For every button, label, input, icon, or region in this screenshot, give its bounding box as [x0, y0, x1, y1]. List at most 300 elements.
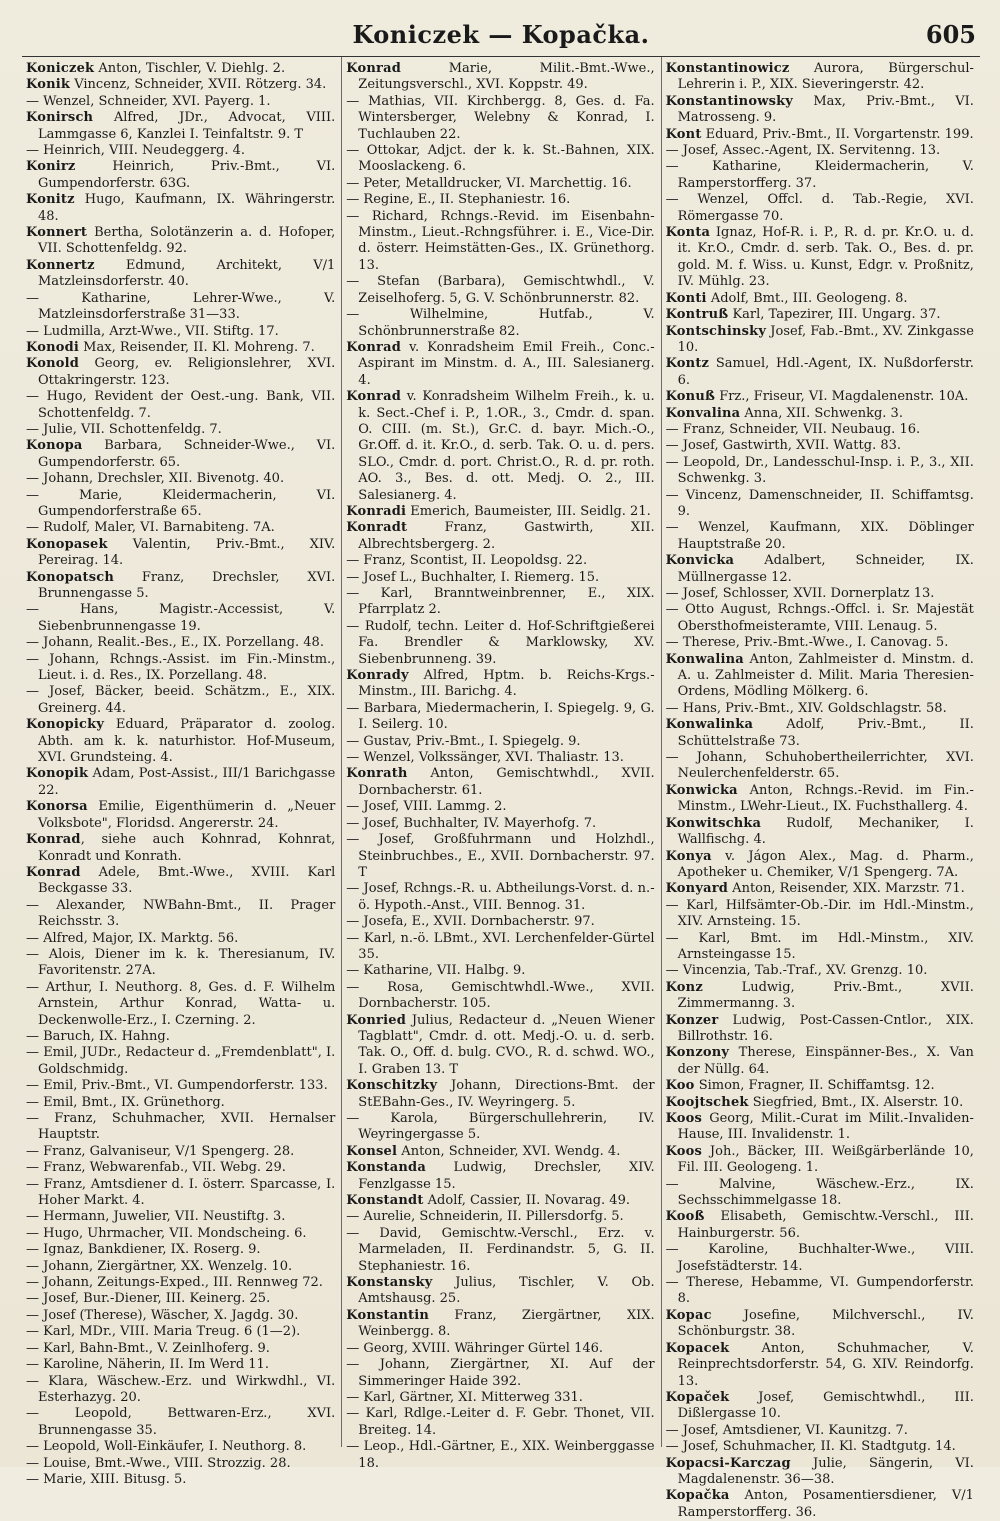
entry-surname: Konradi [346, 503, 407, 519]
entry-surname: Konirz [26, 159, 76, 175]
directory-entry [346, 963, 654, 979]
entry-surname: Koos [665, 1111, 703, 1126]
entry-details: — Josef, Rchngs.-R. u. Abtheilungs-Vorst. d. n.-ö. Hypoth.-Anst., VIII. Bennog. 31. [346, 881, 655, 913]
directory-entry [666, 586, 974, 602]
entry-surname: Konopatsch [26, 569, 115, 585]
entry-details: — Katharine, Lehrer-Wwe., V. Matzleinsdorferstraße 31—33. [26, 290, 336, 323]
entry-surname: Konstanda [346, 1160, 426, 1176]
entry-details: — Johann, Drechsler, XII. Bivenotg. 40. [26, 471, 285, 487]
directory-entry [26, 1029, 335, 1045]
entry-surname: Konzony [665, 1045, 730, 1061]
directory-entry [346, 1209, 654, 1225]
entry-details: — Josef, Assec.-Agent, IX. Servitenng. 13. [665, 143, 941, 159]
entry-surname: Konstansky [346, 1275, 433, 1291]
entry-surname: Konz [665, 979, 703, 995]
entry-details: — Franz, Amtsdiener d. I. österr. Sparcasse, I. Hoher Markt. 4. [26, 1176, 336, 1209]
directory-entry [26, 1472, 335, 1488]
directory-entry [346, 340, 654, 389]
entry-surname: Konstantinowicz [665, 61, 790, 76]
entry-surname: Koo [665, 1078, 695, 1094]
entry-details: — Julie, VII. Schottenfeldg. 7. [26, 421, 222, 437]
entry-details: — Franz, Scontist, II. Leopoldsg. 22. [346, 553, 588, 569]
entry-details: — Rudolf, Maler, VI. Barnabiteng. 7A. [26, 520, 275, 536]
directory-entry [666, 750, 974, 783]
entry-details: — Josef L., Buchhalter, I. Riemerg. 15. [346, 569, 600, 585]
directory-entry [26, 980, 335, 1029]
directory-entry [666, 291, 974, 307]
entry-details: — Josefa, E., XVII. Dornbacherstr. 97. [346, 914, 595, 930]
page-title: Koniczek — Kopačka. [352, 20, 650, 49]
entry-surname: Konrad [26, 864, 81, 880]
directory-entry [26, 652, 335, 685]
entry-surname: Konrad [346, 61, 401, 76]
directory-entry [666, 783, 974, 816]
directory-entry [346, 209, 654, 275]
directory-entry [346, 1357, 654, 1390]
entry-details: — Baruch, IX. Hahng. [26, 1028, 170, 1044]
directory-entry [26, 488, 335, 521]
column-middle [341, 57, 660, 1471]
entry-details: Siegfried, Bmt., IX. Alserstr. 10. [748, 1094, 964, 1110]
directory-entry [346, 1308, 654, 1341]
directory-entry [26, 340, 335, 356]
entry-details: — Therese, Priv.-Bmt.-Wwe., I. Canovag. 5. [665, 635, 949, 651]
directory-entry [26, 1111, 335, 1144]
entry-details: Frz., Friseur, VI. Magdalenenstr. 10A. [715, 389, 969, 405]
directory-entry [666, 1078, 974, 1094]
directory-entry [346, 1111, 654, 1144]
directory-entry [666, 1275, 974, 1308]
entry-details: Josef, Fab.-Bmt., XV. Zinkgasse 10. [677, 323, 974, 355]
directory-entry [346, 1275, 654, 1308]
entry-details: — Josef, Schlosser, XVII. Dornerplatz 13. [665, 586, 935, 601]
entry-details: — Gustav, Priv.-Bmt., I. Spiegelg. 9. [346, 733, 581, 749]
entry-surname: Koniczek [26, 61, 95, 76]
directory-entry [666, 1488, 974, 1521]
entry-details: — Josef, Bäcker, beeid. Schätzm., E., XIX. Greinerg. 44. [26, 684, 336, 716]
directory-entry [26, 471, 335, 487]
directory-entry [26, 1144, 335, 1160]
entry-surname: Konradt [346, 520, 408, 536]
directory-entry [666, 717, 974, 750]
directory-entry [26, 1095, 335, 1111]
entry-surname: Konstantin [346, 1307, 430, 1323]
entry-details: — Josef, VIII. Lammg. 2. [346, 799, 507, 815]
entry-surname: Konya [665, 848, 712, 864]
entry-details: Anton, Gemischtwhdl., XVII. Dornbacherstr. 61. [358, 766, 655, 798]
entry-surname: Koojtschek [665, 1094, 749, 1110]
entry-surname: Konried [346, 1012, 406, 1028]
column-right [661, 57, 980, 1520]
directory-entry [666, 1095, 974, 1111]
entry-details: — Aurelie, Schneiderin, II. Pillersdorfg. 5. [346, 1209, 624, 1225]
directory-entry [666, 1308, 974, 1341]
directory-entry [26, 143, 335, 159]
directory-entry [26, 389, 335, 422]
entry-details: — Wenzel, Schneider, XVI. Payerg. 1. [26, 93, 271, 109]
entry-surname: Konwicka [665, 782, 738, 798]
entry-details: — Karoline, Buchhalter-Wwe., VIII. Josefstädterstr. 14. [665, 1242, 974, 1274]
entry-surname: Konwalinka [665, 717, 754, 733]
directory-entry [26, 438, 335, 471]
entry-details: — Georg, XVIII. Währinger Gürtel 146. [346, 1340, 604, 1356]
entry-details: Anton, Schneider, XVI. Wendg. 4. [397, 1143, 621, 1159]
entry-details: — Regine, E., II. Stephaniestr. 16. [346, 192, 571, 208]
entry-surname: Konta [665, 225, 711, 241]
entry-surname: Konvalina [665, 405, 741, 421]
entry-details: Simon, Fragner, II. Schiffamtsg. 12. [694, 1078, 935, 1094]
entry-surname: Kontruß [665, 307, 729, 323]
entry-details: Alfred, JDr., Advocat, VIII. Lammgasse 6, Kanzlei I. Teinfaltstr. 9. T [38, 110, 336, 142]
directory-entry [26, 898, 335, 931]
directory-entry [26, 324, 335, 340]
entry-details: Elisabeth, Gemischtw.-Verschl., III. Hainburgerstr. 56. [677, 1209, 974, 1241]
entry-details: — Vincenzia, Tab.-Traf., XV. Grenzg. 10. [665, 963, 928, 979]
directory-entry [26, 1242, 335, 1258]
directory-entry [346, 274, 654, 307]
directory-entry [666, 1209, 974, 1242]
directory-entry [666, 307, 974, 323]
entry-surname: Konwalina [665, 651, 744, 667]
entry-details: Josefine, Milchverschl., IV. Schönburgstr. 38. [677, 1307, 974, 1340]
entry-details: — Wenzel, Kaufmann, XIX. Döblinger Hauptstraße 20. [665, 520, 974, 552]
entry-details: — Franz, Schuhmacher, XVII. Hernalser Hauptstr. [26, 1111, 336, 1143]
entry-details: — Karl, Bahn-Bmt., V. Zeinlhoferg. 9. [26, 1340, 270, 1356]
entry-details: — Otto August, Rchngs.-Offcl. i. Sr. Majestät Obersthofmeisteramte, VIII. Lenaug. 5. [665, 602, 974, 634]
directory-entry [346, 1226, 654, 1275]
entry-details: — Leopold, Woll-Einkäufer, I. Neuthorg. 8. [26, 1439, 307, 1455]
entry-surname: Konopicky [26, 717, 105, 733]
directory-entry [26, 1177, 335, 1210]
directory-entry [666, 1144, 974, 1177]
entry-details: — Richard, Rchngs.-Revid. im Eisenbahn-Minstm., Lieut.-Rchngsführer. i. E., Vice-Dir. d. österr. Heimstätten-Ges., IX. Grünethorg. 13. [346, 208, 655, 273]
entry-details: — Wenzel, Offcl. d. Tab.-Regie, XVI. Römergasse 70. [665, 192, 974, 224]
directory-entry [26, 77, 335, 93]
entry-details: — Johann, Ziergärtner, XX. Wenzelg. 10. [26, 1258, 293, 1274]
directory-entry [26, 717, 335, 766]
directory-entry [346, 701, 654, 734]
entry-details: — Marie, Kleidermacherin, VI. Gumpendorferstraße 65. [26, 487, 336, 519]
directory-entry [346, 1341, 654, 1357]
entry-details: — Hans, Priv.-Bmt., XIV. Goldschlagstr. 58. [665, 700, 947, 716]
directory-entry [666, 406, 974, 422]
entry-details: — Therese, Hebamme, VI. Gumpendorferstr. 8. [665, 1275, 974, 1307]
entry-details: — Vincenz, Damenschneider, II. Schiffamtsg. 9. [665, 487, 974, 519]
entry-details: — Franz, Webwarenfab., VII. Webg. 29. [26, 1160, 286, 1176]
directory-columns [22, 57, 980, 1520]
directory-entry [666, 61, 974, 94]
entry-details: — Hermann, Juwelier, VII. Neustiftg. 3. [26, 1209, 286, 1225]
directory-entry [26, 291, 335, 324]
directory-entry [26, 1374, 335, 1407]
entry-details: Vincenz, Schneider, XVII. Rötzerg. 34. [70, 77, 327, 93]
directory-entry [26, 422, 335, 438]
directory-entry [666, 849, 974, 882]
entry-surname: Konik [26, 77, 71, 93]
directory-entry [346, 61, 654, 94]
entry-details: — Mathias, VII. Kirchbergg. 8, Ges. d. Fa. Wintersberger, Welebny & Konrad, I. Tuchlauben 22. [346, 93, 655, 142]
directory-entry [26, 947, 335, 980]
entry-details: — Franz, Galvaniseur, V/1 Spengerg. 28. [26, 1143, 295, 1159]
entry-details: — Alexander, NWBahn-Bmt., II. Prager Reichsstr. 3. [26, 897, 336, 930]
entry-surname: Konyard [665, 881, 729, 897]
entry-details: — Johann, Realit.-Bes., E., IX. Porzellang. 48. [26, 635, 324, 651]
entry-details: Aurora, Bürgerschul-Lehrerin i. P., XIX. Sieveringerstr. 42. [677, 61, 974, 93]
entry-surname: Konrad [346, 389, 401, 405]
directory-entry [346, 881, 654, 914]
directory-entry [666, 1423, 974, 1439]
entry-details: Johann, Directions-Bmt. der StEBahn-Ges., IV. Weyringerg. 5. [358, 1078, 655, 1110]
entry-details: — Josef, Buchhalter, IV. Mayerhofg. 7. [346, 815, 597, 831]
entry-details: — Emil, Bmt., IX. Grünethorg. [26, 1094, 225, 1110]
entry-surname: Koos [665, 1143, 703, 1159]
entry-details: Eduard, Präparator d. zoolog. Abth. am k. k. naturhistor. Hof-Museum, XVI. Grundsteing. 4. [38, 717, 336, 766]
entry-details: — Alois, Diener im k. k. Theresianum, IV. Favoritenstr. 27A. [26, 946, 336, 979]
entry-details: Max, Priv.-Bmt., VI. Matrosseng. 9. [677, 93, 974, 126]
entry-details: — Rosa, Gemischtwhdl.-Wwe., XVII. Dornbacherstr. 105. [346, 979, 655, 1012]
directory-entry [666, 898, 974, 931]
page-header [22, 14, 980, 57]
directory-entry [26, 1259, 335, 1275]
directory-entry [346, 570, 654, 586]
entry-details: — David, Gemischtw.-Verschl., Erz. v. Marmeladen, II. Ferdinandstr. 5, G. II. Stephaniestr. 16. [346, 1225, 655, 1274]
directory-entry [666, 488, 974, 521]
entry-details: — Rudolf, techn. Leiter d. Hof-Schriftgießerei Fa. Brendler & Marklowsky, XV. Siebenbrunneng. 39. [346, 618, 655, 667]
entry-details: — Stefan (Barbara), Gemischtwhdl., V. Zeiselhoferg. 5, G. V. Schönbrunnerstr. 82. [346, 274, 655, 306]
directory-entry [346, 176, 654, 192]
entry-surname: Konirsch [26, 110, 94, 126]
directory-entry [346, 143, 654, 176]
entry-details: — Marie, XIII. Bitusg. 5. [26, 1471, 187, 1487]
entry-details: Karl, Tapezirer, III. Ungarg. 37. [728, 307, 941, 323]
entry-details: Max, Reisender, II. Kl. Mohreng. 7. [79, 339, 315, 355]
directory-entry [26, 537, 335, 570]
entry-surname: Konopa [26, 438, 83, 454]
entry-surname: Kopac [665, 1307, 712, 1323]
entry-details: — Karl, n.-ö. LBmt., XVI. Lerchenfelder-Gürtel 35. [346, 930, 655, 962]
entry-details: — Karl, MDr., VIII. Maria Treug. 6 (1—2). [26, 1324, 301, 1340]
directory-entry [346, 1144, 654, 1160]
entry-details: Adele, Bmt.-Wwe., XVIII. Karl Beckgasse 33. [38, 864, 336, 897]
entry-details: Franz, Ziergärtner, XIX. Weinbergg. 8. [358, 1307, 655, 1340]
directory-entry [666, 455, 974, 488]
entry-details: Samuel, Hdl.-Agent, IX. Nußdorferstr. 6. [677, 356, 974, 388]
entry-details: Emerich, Baumeister, III. Seidlg. 21. [406, 503, 651, 519]
directory-entry [666, 980, 974, 1013]
directory-entry [26, 602, 335, 635]
entry-surname: Konold [26, 356, 80, 372]
entry-surname: Konrady [346, 668, 409, 684]
entry-details: — Barbara, Miedermacherin, I. Spiegelg. 9, G. I. Seilerg. 10. [346, 700, 655, 733]
directory-entry [26, 1308, 335, 1324]
page-number: 605 [925, 20, 976, 49]
directory-entry [26, 225, 335, 258]
directory-entry [26, 1357, 335, 1373]
column-left [22, 57, 341, 1487]
directory-entry [26, 1045, 335, 1078]
directory-entry [666, 127, 974, 143]
directory-entry [26, 1291, 335, 1307]
entry-surname: Konitz [26, 192, 75, 208]
directory-entry [26, 61, 335, 77]
entry-details: — Johann, Schuhobertheilerrichter, XVI. Neulerchenfelderstr. 65. [665, 750, 974, 782]
entry-surname: Kopačka [665, 1488, 730, 1504]
directory-entry [346, 619, 654, 668]
entry-details: Heinrich, Priv.-Bmt., VI. Gumpendorferstr. 63G. [38, 159, 336, 191]
directory-entry [346, 192, 654, 208]
entry-details: Marie, Milit.-Bmt.-Wwe., Zeitungsverschl., XVI. Koppstr. 49. [358, 61, 655, 93]
directory-entry [26, 1341, 335, 1357]
entry-details: — Malvine, Wäschew.-Erz., IX. Sechsschimmelgasse 18. [665, 1176, 974, 1209]
entry-details: — Hugo, Uhrmacher, VII. Mondscheing. 6. [26, 1225, 307, 1241]
directory-entry [666, 159, 974, 192]
entry-surname: Kopacek [665, 1340, 730, 1356]
entry-details: — Wilhelmine, Hutfab., V. Schönbrunnerstraße 82. [346, 307, 655, 339]
entry-details: Julie, Sängerin, VI. Magdalenenstr. 36—38. [677, 1455, 974, 1487]
entry-details: — Josef, Bur.-Diener, III. Keinerg. 25. [26, 1291, 271, 1307]
entry-details: — Heinrich, VIII. Neudeggerg. 4. [26, 143, 246, 159]
entry-details: — Karl, Bmt. im Hdl.-Minstm., XIV. Arnsteingasse 15. [665, 930, 974, 962]
directory-entry [26, 1160, 335, 1176]
entry-details: Alfred, Hptm. b. Reichs-Krgs.-Minstm., III. Barichg. 4. [358, 668, 655, 700]
directory-entry [666, 1439, 974, 1455]
directory-entry [666, 635, 974, 651]
directory-entry [666, 389, 974, 405]
entry-details: Emilie, Eigenthümerin d. „Neuer Volksbote", Floridsd. Angererstr. 24. [38, 799, 336, 831]
entry-surname: Konnertz [26, 257, 95, 273]
entry-details: — Ignaz, Bankdiener, IX. Roserg. 9. [26, 1242, 261, 1258]
directory-entry [346, 668, 654, 701]
entry-details: Hugo, Kaufmann, IX. Währingerstr. 48. [38, 192, 336, 224]
directory-entry [666, 1045, 974, 1078]
directory-entry [666, 1242, 974, 1275]
entry-details: Ludwig, Post-Cassen-Cntlor., XIX. Billrothstr. 16. [677, 1012, 974, 1044]
entry-surname: Kopaček [665, 1389, 730, 1405]
directory-entry [26, 520, 335, 536]
entry-details: — Wenzel, Volkssänger, XVI. Thaliastr. 13. [346, 750, 624, 766]
entry-details: Josef, Gemischtwhdl., III. Dißlergasse 10. [677, 1389, 974, 1422]
entry-details: — Arthur, I. Neuthorg. 8, Ges. d. F. Wilhelm Arnstein, Arthur Konrad, Watta- u. Deckenwolle-Erz., I. Czerning. 2. [26, 979, 336, 1028]
entry-details: — Katharine, VII. Halbg. 9. [346, 963, 526, 979]
entry-details: — Karl, Branntweinbrenner, E., XIX. Pfarrplatz 2. [346, 586, 655, 618]
entry-details: — Franz, Schneider, VII. Neubaug. 16. [665, 421, 921, 437]
entry-details: Therese, Einspänner-Bes., X. Van der Nüllg. 64. [677, 1045, 974, 1077]
entry-surname: Konschitzky [346, 1078, 438, 1094]
entry-details: Anton, Schuhmacher, V. Reinprechtsdorferstr. 54, G. XIV. Reindorfg. 13. [677, 1340, 974, 1389]
entry-details: Ludwig, Drechsler, XIV. Fenzlgasse 15. [358, 1160, 655, 1192]
directory-entry [346, 389, 654, 504]
directory-entry [26, 1456, 335, 1472]
directory-entry [666, 422, 974, 438]
entry-details: — Karl, Hilfsämter-Ob.-Dir. im Hdl.-Minstm., XIV. Arnsteing. 15. [665, 897, 974, 930]
entry-details: Adolf, Cassier, II. Novarag. 49. [423, 1193, 630, 1209]
directory-entry [26, 159, 335, 192]
entry-surname: Konodi [26, 339, 80, 355]
entry-details: — Emil, JUDr., Redacteur d. „Fremdenblatt", I. Goldschmidg. [26, 1045, 336, 1077]
entry-details: — Karl, Rdlge.-Leiter d. F. Gebr. Thonet, VII. Breiteg. 14. [346, 1406, 655, 1438]
directory-entry [26, 1078, 335, 1094]
directory-entry [666, 324, 974, 357]
entry-details: — Josef (Therese), Wäscher, X. Jagdg. 30. [26, 1307, 299, 1323]
entry-details: — Karl, Gärtner, XI. Mitterweg 331. [346, 1389, 583, 1405]
directory-entry [26, 799, 335, 832]
directory-entry [26, 1275, 335, 1291]
entry-details: Rudolf, Mechaniker, I. Wallfischg. 4. [677, 815, 974, 848]
directory-entry [666, 963, 974, 979]
entry-details: Anton, Tischler, V. Diehlg. 2. [94, 61, 286, 76]
directory-entry [666, 1390, 974, 1423]
directory-entry [26, 1209, 335, 1225]
entry-details: Eduard, Priv.-Bmt., II. Vorgartenstr. 199. [701, 126, 974, 142]
directory-entry [346, 799, 654, 815]
entry-details: Georg, Milit.-Curat im Milit.-Invaliden-Hause, III. Invalidenstr. 1. [677, 1111, 974, 1143]
directory-entry [346, 553, 654, 569]
entry-details: Anton, Reisender, XIX. Marzstr. 71. [728, 881, 965, 897]
entry-details: — Josef, Gastwirth, XVII. Wattg. 83. [665, 438, 902, 454]
directory-entry [346, 931, 654, 964]
directory-entry [666, 1177, 974, 1210]
directory-entry [346, 750, 654, 766]
directory-entry [346, 307, 654, 340]
entry-surname: Konrad [346, 339, 401, 355]
entry-surname: Konopik [26, 766, 89, 782]
entry-surname: Konvicka [665, 553, 735, 569]
entry-details: — Karoline, Näherin, II. Im Werd 11. [26, 1357, 269, 1373]
entry-details: Ludwig, Priv.-Bmt., XVII. Zimmermanng. 3. [677, 979, 974, 1012]
directory-entry [26, 94, 335, 110]
directory-entry [346, 816, 654, 832]
directory-entry [26, 832, 335, 865]
entry-details: Anton, Zahlmeister d. Minstm. d. A. u. Zahlmeister d. Milit. Maria Theresien-Ordens, Mödling Mölkerg. 6. [677, 651, 974, 700]
entry-surname: Konopasek [26, 536, 108, 552]
entry-details: — Josef, Schuhmacher, II. Kl. Stadtgutg. 14. [665, 1439, 956, 1455]
entry-surname: Konti [665, 290, 707, 306]
entry-surname: Konrath [346, 766, 408, 782]
entry-details: Anna, XII. Schwenkg. 3. [740, 405, 903, 421]
entry-details: — Leopold, Dr., Landesschul-Insp. i. P., 3., XII. Schwenkg. 3. [665, 454, 974, 487]
directory-entry [666, 881, 974, 897]
directory-entry [666, 520, 974, 553]
entry-details: — Emil, Priv.-Bmt., VI. Gumpendorferstr. 133. [26, 1078, 328, 1094]
entry-details: v. Konradsheim Emil Freih., Conc.-Aspirant im Minstm. d. A., III. Salesianerg. 4. [358, 339, 655, 388]
entry-surname: Konrad [26, 832, 81, 848]
directory-entry [666, 652, 974, 701]
directory-entry [666, 143, 974, 159]
directory-entry [346, 734, 654, 750]
directory-entry [26, 192, 335, 225]
entry-details: — Louise, Bmt.-Wwe., VIII. Strozzig. 28. [26, 1455, 291, 1471]
entry-details: — Johann, Zeitungs-Exped., III. Rennweg 72. [26, 1275, 323, 1291]
entry-details: — Katharine, Kleidermacherin, V. Ramperstorfferg. 37. [665, 159, 974, 191]
directory-entry [666, 1013, 974, 1046]
entry-surname: Konuß [665, 389, 716, 405]
directory-entry [346, 504, 654, 520]
directory-entry [666, 553, 974, 586]
entry-details: Adolf, Bmt., III. Geologeng. 8. [706, 290, 908, 306]
directory-entry [26, 766, 335, 799]
directory-entry [666, 192, 974, 225]
entry-surname: Konzer [665, 1012, 719, 1028]
directory-entry [346, 1160, 654, 1193]
entry-details: — Leop., Hdl.-Gärtner, E., XIX. Weinberggasse 18. [346, 1439, 655, 1471]
directory-entry [666, 1111, 974, 1144]
entry-details: Bertha, Solotänzerin a. d. Hofoper, VII. Schottenfeldg. 92. [38, 225, 336, 257]
entry-details: — Hans, Magistr.-Accessist, V. Siebenbrunnengasse 19. [26, 602, 336, 634]
directory-entry [26, 1406, 335, 1439]
entry-surname: Konstandt [346, 1193, 424, 1209]
directory-entry [666, 225, 974, 291]
entry-details: — Ottokar, Adjct. der k. k. St.-Bahnen, XIX. Mooslackeng. 6. [346, 143, 655, 175]
